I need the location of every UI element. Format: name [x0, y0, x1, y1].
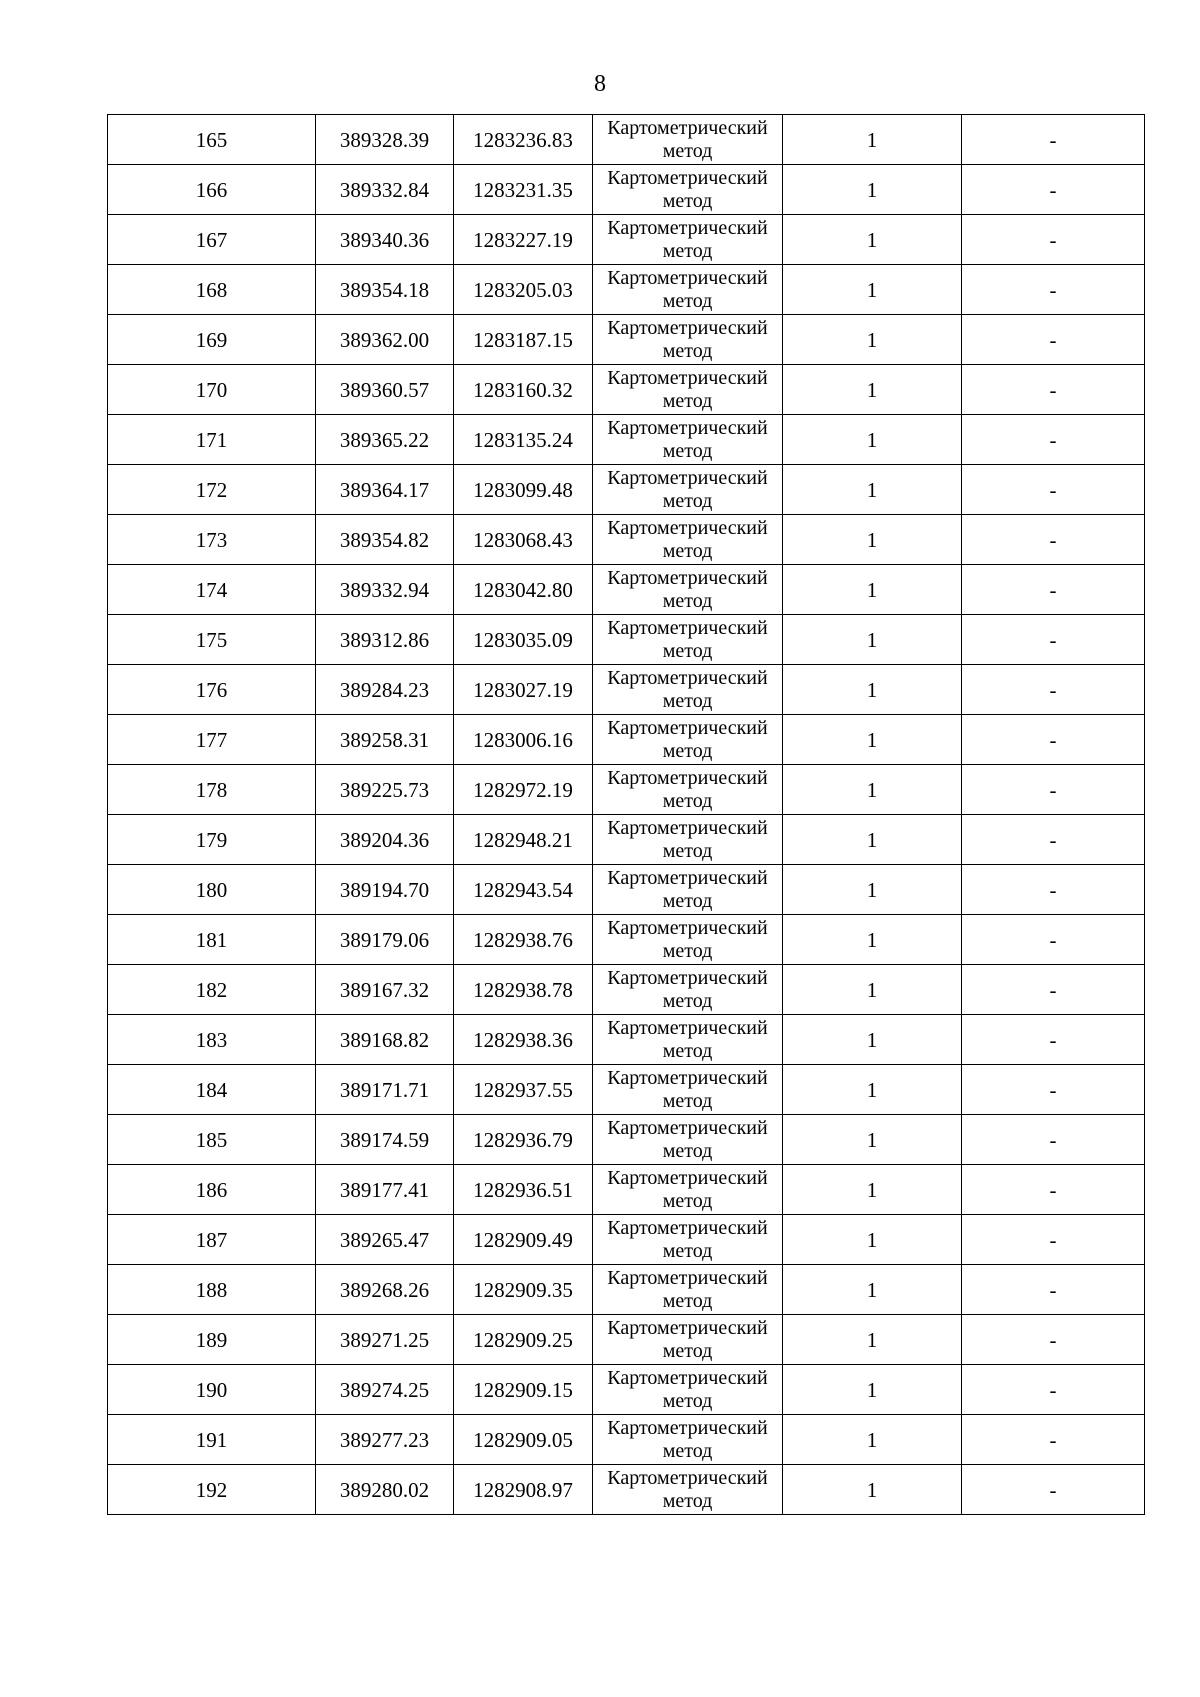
coordinate-y-cell: 1282909.25 — [454, 1315, 593, 1365]
method-cell — [593, 1365, 783, 1415]
method-cell — [593, 1215, 783, 1265]
coordinate-y-cell: 1283236.83 — [454, 115, 593, 165]
coordinate-y-cell: 1283231.35 — [454, 165, 593, 215]
method-text-line: метод — [662, 1389, 713, 1412]
note-cell: - — [962, 565, 1145, 615]
method-cell — [593, 165, 783, 215]
method-text-line: метод — [662, 639, 713, 662]
coordinate-y-cell: 1283068.43 — [454, 515, 593, 565]
point-number-cell: 187 — [108, 1215, 316, 1265]
accuracy-cell: 1 — [783, 965, 962, 1015]
coordinate-x-cell: 389167.32 — [316, 965, 454, 1015]
accuracy-cell: 1 — [783, 1265, 962, 1315]
method-text-line: метод — [662, 1039, 713, 1062]
note-cell: - — [962, 1115, 1145, 1165]
method-text-line: Картометрический — [607, 466, 768, 489]
method-text-line: метод — [662, 839, 713, 862]
coordinate-x-cell: 389365.22 — [316, 415, 454, 465]
point-number-cell: 170 — [108, 365, 316, 415]
point-number-cell: 167 — [108, 215, 316, 265]
coordinate-y-cell: 1282936.51 — [454, 1165, 593, 1215]
point-number-cell: 192 — [108, 1465, 316, 1515]
method-cell — [593, 1115, 783, 1165]
note-cell: - — [962, 165, 1145, 215]
method-cell — [593, 1315, 783, 1365]
accuracy-cell: 1 — [783, 265, 962, 315]
table-row — [108, 365, 1145, 415]
point-number-cell: 171 — [108, 415, 316, 465]
accuracy-cell: 1 — [783, 315, 962, 365]
coordinate-x-cell: 389332.94 — [316, 565, 454, 615]
point-number-cell: 180 — [108, 865, 316, 915]
method-text-line: Картометрический — [607, 616, 768, 639]
point-number-cell: 182 — [108, 965, 316, 1015]
coordinate-x-cell: 389171.71 — [316, 1065, 454, 1115]
coordinate-x-cell: 389204.36 — [316, 815, 454, 865]
coordinate-y-cell: 1283027.19 — [454, 665, 593, 715]
table-row — [108, 1365, 1145, 1415]
method-text-line: метод — [662, 339, 713, 362]
method-cell — [593, 715, 783, 765]
coordinate-x-cell: 389312.86 — [316, 615, 454, 665]
method-text-line: метод — [662, 889, 713, 912]
point-number-cell: 186 — [108, 1165, 316, 1215]
note-cell: - — [962, 515, 1145, 565]
method-text-line: Картометрический — [607, 1216, 768, 1239]
point-number-cell: 183 — [108, 1015, 316, 1065]
coordinate-y-cell: 1282938.76 — [454, 915, 593, 965]
coordinate-y-cell: 1282909.05 — [454, 1415, 593, 1465]
note-cell: - — [962, 1165, 1145, 1215]
table-row — [108, 915, 1145, 965]
table-row — [108, 1015, 1145, 1065]
point-number-cell: 174 — [108, 565, 316, 615]
point-number-cell: 179 — [108, 815, 316, 865]
accuracy-cell: 1 — [783, 1015, 962, 1065]
method-text-line: Картометрический — [607, 1166, 768, 1189]
note-cell: - — [962, 1015, 1145, 1065]
method-text-line: метод — [662, 589, 713, 612]
point-number-cell: 168 — [108, 265, 316, 315]
table-row — [108, 215, 1145, 265]
method-text-line: Картометрический — [607, 366, 768, 389]
note-cell: - — [962, 1465, 1145, 1515]
coordinate-x-cell: 389274.25 — [316, 1365, 454, 1415]
method-cell — [593, 215, 783, 265]
note-cell: - — [962, 1215, 1145, 1265]
coordinate-x-cell: 389258.31 — [316, 715, 454, 765]
method-text-line: метод — [662, 989, 713, 1012]
method-text-line: метод — [662, 789, 713, 812]
accuracy-cell: 1 — [783, 865, 962, 915]
coordinate-y-cell: 1283187.15 — [454, 315, 593, 365]
method-text-line: метод — [662, 689, 713, 712]
method-text-line: Картометрический — [607, 666, 768, 689]
note-cell: - — [962, 315, 1145, 365]
method-cell — [593, 1415, 783, 1465]
coordinate-y-cell: 1282909.35 — [454, 1265, 593, 1315]
table-body — [108, 115, 1145, 1515]
table-row — [108, 965, 1145, 1015]
accuracy-cell: 1 — [783, 665, 962, 715]
point-number-cell: 177 — [108, 715, 316, 765]
table-row — [108, 165, 1145, 215]
coordinate-x-cell: 389360.57 — [316, 365, 454, 415]
point-number-cell: 178 — [108, 765, 316, 815]
accuracy-cell: 1 — [783, 765, 962, 815]
method-text-line: метод — [662, 539, 713, 562]
coordinate-x-cell: 389284.23 — [316, 665, 454, 715]
point-number-cell: 169 — [108, 315, 316, 365]
accuracy-cell: 1 — [783, 615, 962, 665]
coordinate-y-cell: 1283099.48 — [454, 465, 593, 515]
note-cell: - — [962, 265, 1145, 315]
note-cell: - — [962, 815, 1145, 865]
method-text-line: Картометрический — [607, 816, 768, 839]
coordinate-x-cell: 389328.39 — [316, 115, 454, 165]
method-cell — [593, 1015, 783, 1065]
coordinate-y-cell: 1283227.19 — [454, 215, 593, 265]
point-number-cell: 184 — [108, 1065, 316, 1115]
method-text-line: метод — [662, 1339, 713, 1362]
table-row — [108, 1065, 1145, 1115]
page-number: 8 — [594, 71, 606, 97]
coordinate-y-cell: 1282972.19 — [454, 765, 593, 815]
method-cell — [593, 465, 783, 515]
coordinate-y-cell: 1282943.54 — [454, 865, 593, 915]
method-text-line: Картометрический — [607, 566, 768, 589]
point-number-cell: 173 — [108, 515, 316, 565]
coordinate-x-cell: 389268.26 — [316, 1265, 454, 1315]
coordinate-x-cell: 389354.82 — [316, 515, 454, 565]
method-text-line: метод — [662, 939, 713, 962]
table-row — [108, 615, 1145, 665]
table-row — [108, 1315, 1145, 1365]
note-cell: - — [962, 965, 1145, 1015]
method-text-line: Картометрический — [607, 1466, 768, 1489]
method-cell — [593, 265, 783, 315]
note-cell: - — [962, 1265, 1145, 1315]
method-text-line: Картометрический — [607, 416, 768, 439]
coordinate-y-cell: 1282938.78 — [454, 965, 593, 1015]
point-number-cell: 181 — [108, 915, 316, 965]
coordinate-x-cell: 389265.47 — [316, 1215, 454, 1265]
method-text-line: метод — [662, 1439, 713, 1462]
method-cell — [593, 1265, 783, 1315]
accuracy-cell: 1 — [783, 1065, 962, 1115]
coordinate-y-cell: 1283160.32 — [454, 365, 593, 415]
method-cell — [593, 615, 783, 665]
accuracy-cell: 1 — [783, 115, 962, 165]
method-text-line: метод — [662, 739, 713, 762]
method-text-line: Картометрический — [607, 1116, 768, 1139]
table-row — [108, 1415, 1145, 1465]
method-text-line: метод — [662, 389, 713, 412]
method-text-line: Картометрический — [607, 266, 768, 289]
accuracy-cell: 1 — [783, 215, 962, 265]
accuracy-cell: 1 — [783, 715, 962, 765]
accuracy-cell: 1 — [783, 365, 962, 415]
method-cell — [593, 965, 783, 1015]
note-cell: - — [962, 765, 1145, 815]
note-cell: - — [962, 415, 1145, 465]
coordinate-x-cell: 389280.02 — [316, 1465, 454, 1515]
table-row — [108, 565, 1145, 615]
method-text-line: Картометрический — [607, 766, 768, 789]
method-cell — [593, 765, 783, 815]
accuracy-cell: 1 — [783, 1365, 962, 1415]
method-text-line: Картометрический — [607, 1316, 768, 1339]
note-cell: - — [962, 115, 1145, 165]
point-number-cell: 190 — [108, 1365, 316, 1415]
note-cell: - — [962, 465, 1145, 515]
coordinate-x-cell: 389177.41 — [316, 1165, 454, 1215]
table-row — [108, 115, 1145, 165]
method-text-line: метод — [662, 489, 713, 512]
coordinate-x-cell: 389340.36 — [316, 215, 454, 265]
coordinate-x-cell: 389277.23 — [316, 1415, 454, 1465]
accuracy-cell: 1 — [783, 515, 962, 565]
method-cell — [593, 665, 783, 715]
method-cell — [593, 1465, 783, 1515]
note-cell: - — [962, 365, 1145, 415]
coordinate-x-cell: 389168.82 — [316, 1015, 454, 1065]
coordinate-y-cell: 1282908.97 — [454, 1465, 593, 1515]
method-text-line: метод — [662, 1139, 713, 1162]
note-cell: - — [962, 215, 1145, 265]
method-text-line: Картометрический — [607, 716, 768, 739]
method-text-line: Картометрический — [607, 966, 768, 989]
coordinate-y-cell: 1283042.80 — [454, 565, 593, 615]
table-row — [108, 715, 1145, 765]
coordinate-x-cell: 389179.06 — [316, 915, 454, 965]
coordinate-y-cell: 1282909.15 — [454, 1365, 593, 1415]
accuracy-cell: 1 — [783, 165, 962, 215]
note-cell: - — [962, 665, 1145, 715]
point-number-cell: 166 — [108, 165, 316, 215]
method-cell — [593, 1065, 783, 1115]
method-cell — [593, 865, 783, 915]
point-number-cell: 175 — [108, 615, 316, 665]
accuracy-cell: 1 — [783, 1465, 962, 1515]
coordinate-y-cell: 1283205.03 — [454, 265, 593, 315]
accuracy-cell: 1 — [783, 815, 962, 865]
method-text-line: Картометрический — [607, 166, 768, 189]
table-row — [108, 765, 1145, 815]
coordinate-y-cell: 1282936.79 — [454, 1115, 593, 1165]
method-text-line: метод — [662, 189, 713, 212]
method-cell — [593, 565, 783, 615]
point-number-cell: 189 — [108, 1315, 316, 1365]
method-text-line: Картометрический — [607, 516, 768, 539]
coordinate-x-cell: 389225.73 — [316, 765, 454, 815]
method-cell — [593, 365, 783, 415]
method-text-line: метод — [662, 1189, 713, 1212]
method-text-line: Картометрический — [607, 1266, 768, 1289]
table-row — [108, 1465, 1145, 1515]
accuracy-cell: 1 — [783, 1415, 962, 1465]
method-cell — [593, 815, 783, 865]
coordinate-y-cell: 1282909.49 — [454, 1215, 593, 1265]
table-row — [108, 1165, 1145, 1215]
table-row — [108, 865, 1145, 915]
method-text-line: метод — [662, 1239, 713, 1262]
method-text-line: Картометрический — [607, 916, 768, 939]
coordinate-x-cell: 389332.84 — [316, 165, 454, 215]
point-number-cell: 172 — [108, 465, 316, 515]
point-number-cell: 191 — [108, 1415, 316, 1465]
coordinate-y-cell: 1283035.09 — [454, 615, 593, 665]
note-cell: - — [962, 1315, 1145, 1365]
method-cell — [593, 315, 783, 365]
accuracy-cell: 1 — [783, 1115, 962, 1165]
method-text-line: метод — [662, 1089, 713, 1112]
method-text-line: Картометрический — [607, 116, 768, 139]
method-cell — [593, 515, 783, 565]
coordinate-y-cell: 1282937.55 — [454, 1065, 593, 1115]
coordinate-y-cell: 1283135.24 — [454, 415, 593, 465]
accuracy-cell: 1 — [783, 915, 962, 965]
table-row — [108, 815, 1145, 865]
method-text-line: Картометрический — [607, 1366, 768, 1389]
coordinate-x-cell: 389362.00 — [316, 315, 454, 365]
point-number-cell: 165 — [108, 115, 316, 165]
method-cell — [593, 115, 783, 165]
note-cell: - — [962, 915, 1145, 965]
accuracy-cell: 1 — [783, 1315, 962, 1365]
point-number-cell: 176 — [108, 665, 316, 715]
coordinate-y-cell: 1282948.21 — [454, 815, 593, 865]
accuracy-cell: 1 — [783, 565, 962, 615]
method-text-line: Картометрический — [607, 1016, 768, 1039]
note-cell: - — [962, 1415, 1145, 1465]
table-row — [108, 515, 1145, 565]
accuracy-cell: 1 — [783, 1215, 962, 1265]
point-number-cell: 185 — [108, 1115, 316, 1165]
note-cell: - — [962, 715, 1145, 765]
method-cell — [593, 915, 783, 965]
coordinate-x-cell: 389354.18 — [316, 265, 454, 315]
coordinate-x-cell: 389271.25 — [316, 1315, 454, 1365]
accuracy-cell: 1 — [783, 465, 962, 515]
coordinate-y-cell: 1283006.16 — [454, 715, 593, 765]
note-cell: - — [962, 615, 1145, 665]
coordinate-x-cell: 389174.59 — [316, 1115, 454, 1165]
point-number-cell: 188 — [108, 1265, 316, 1315]
note-cell: - — [962, 1065, 1145, 1115]
table-row — [108, 1265, 1145, 1315]
table-row — [108, 1215, 1145, 1265]
accuracy-cell: 1 — [783, 1165, 962, 1215]
note-cell: - — [962, 865, 1145, 915]
note-cell: - — [962, 1365, 1145, 1415]
method-cell — [593, 1165, 783, 1215]
coordinate-y-cell: 1282938.36 — [454, 1015, 593, 1065]
coordinate-x-cell: 389194.70 — [316, 865, 454, 915]
method-text-line: метод — [662, 239, 713, 262]
method-text-line: Картометрический — [607, 216, 768, 239]
table-row — [108, 265, 1145, 315]
method-text-line: Картометрический — [607, 866, 768, 889]
method-text-line: метод — [662, 1489, 713, 1512]
method-text-line: метод — [662, 439, 713, 462]
coordinate-x-cell: 389364.17 — [316, 465, 454, 515]
table-row — [108, 665, 1145, 715]
method-text-line: Картометрический — [607, 1416, 768, 1439]
table-row — [108, 415, 1145, 465]
method-text-line: метод — [662, 139, 713, 162]
method-text-line: метод — [662, 1289, 713, 1312]
table-row — [108, 315, 1145, 365]
table-row — [108, 465, 1145, 515]
method-text-line: метод — [662, 289, 713, 312]
method-text-line: Картометрический — [607, 1066, 768, 1089]
method-cell — [593, 415, 783, 465]
coordinates-table — [107, 114, 1145, 1515]
accuracy-cell: 1 — [783, 415, 962, 465]
method-text-line: Картометрический — [607, 316, 768, 339]
table-row — [108, 1115, 1145, 1165]
